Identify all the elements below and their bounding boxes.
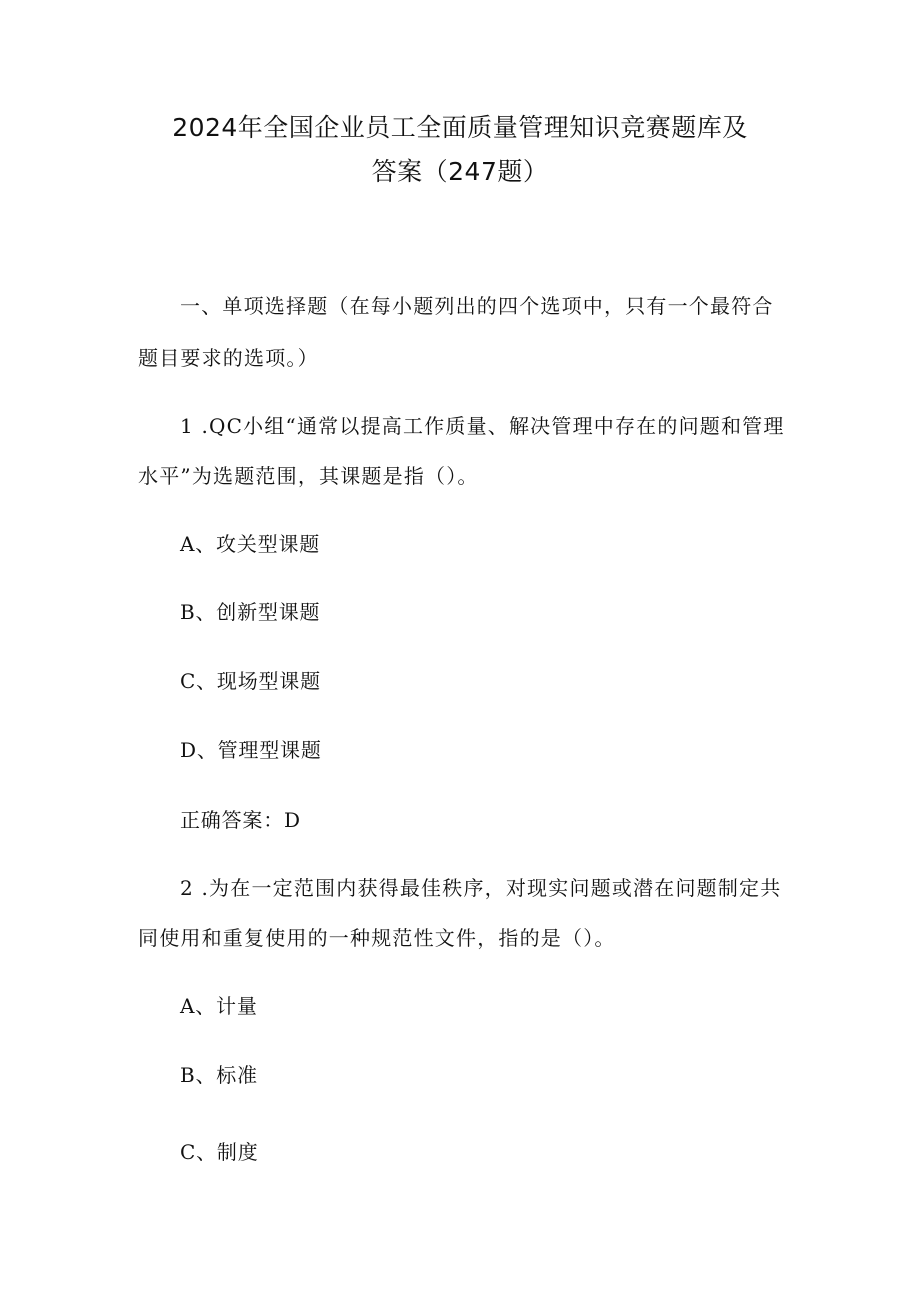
document-title-line-1: 2024年全国企业员工全面质量管理知识竞赛题库及 [172, 113, 748, 142]
section-heading-line-2: 题目要求的选项。） [138, 346, 319, 370]
question-2-option-c: C、制度 [180, 1140, 259, 1164]
question-1-option-c: C、现场型课题 [180, 669, 321, 693]
question-1-stem-line-2: 水平”为选题范围，其课题是指（）。 [138, 464, 479, 488]
question-1-option-a: A、攻关型课题 [180, 532, 321, 556]
document-title-line-2: 答案（247题） [371, 157, 549, 186]
question-1-answer: 正确答案：D [180, 808, 301, 832]
section-heading-line-1: 一、单项选择题（在每小题列出的四个选项中，只有一个最符合 [180, 294, 774, 318]
question-1-stem-line-1: 1 .QC小组“通常以提高工作质量、解决管理中存在的问题和管理 [180, 414, 785, 438]
question-2-stem-line-2: 同使用和重复使用的一种规范性文件，指的是（）。 [138, 926, 616, 950]
question-1-option-b: B、创新型课题 [180, 600, 321, 624]
question-2-option-a: A、计量 [180, 994, 258, 1018]
question-2-stem-line-1: 2 .为在一定范围内获得最佳秩序，对现实问题或潜在问题制定共 [180, 876, 782, 900]
question-1-option-d: D、管理型课题 [180, 738, 322, 762]
question-2-option-b: B、标准 [180, 1063, 258, 1087]
